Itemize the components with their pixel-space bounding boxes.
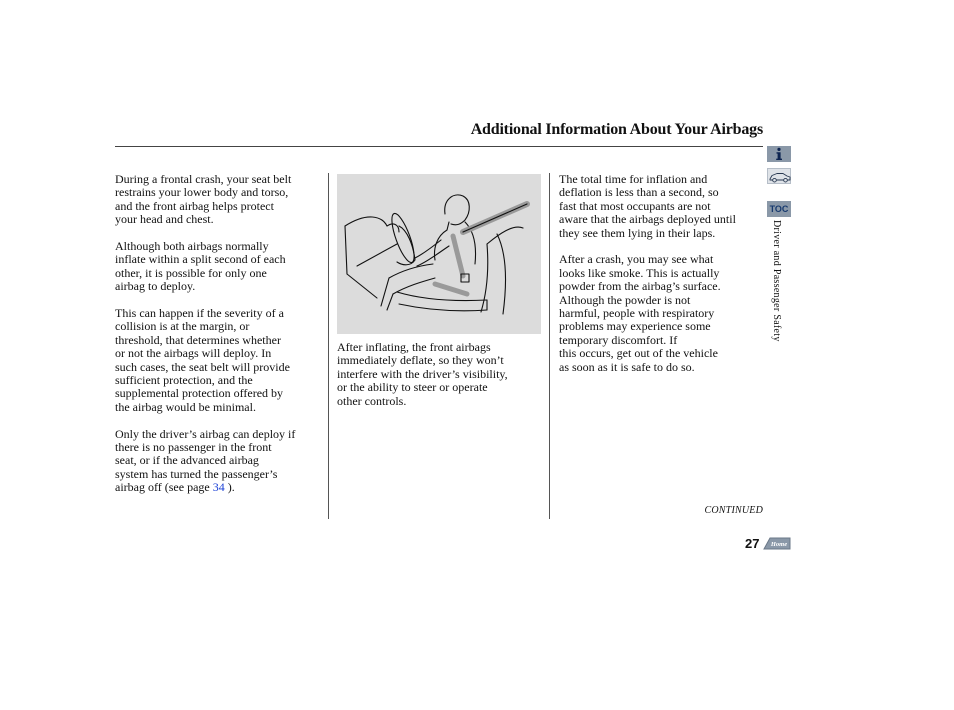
paragraph: After inflating, the front airbags immediately deflate, so they won’t interfere with the driver’s visibility, or the ability to steer or operate other controls. bbox=[337, 340, 508, 408]
paragraph: During a frontal crash, your seat belt restrains your lower body and torso, and the front airbag helps protect your head and chest. bbox=[115, 172, 292, 227]
toc-tab[interactable]: TOC bbox=[767, 201, 791, 217]
paragraph: Although both airbags normally inflate within a split second of each other, it is possible for only one airbag to deploy. bbox=[115, 239, 286, 294]
page-title: Additional Information About Your Airbags bbox=[470, 121, 763, 138]
vehicle-tab[interactable] bbox=[767, 168, 791, 184]
column-3 bbox=[559, 173, 764, 387]
paragraph: After a crash, you may see what looks like smoke. This is actually powder from the airbag’s surface. Although the powder is not harmful, people with respiratory problems may experience some temporary discomfort. If this occurs, get out of the vehicle as soon as it is safe to do so. bbox=[559, 252, 721, 374]
page-34-link[interactable]: 34 bbox=[212, 480, 225, 495]
column-divider bbox=[328, 173, 329, 519]
column-1 bbox=[115, 173, 320, 508]
paragraph-page-reference bbox=[115, 428, 320, 495]
title-rule bbox=[115, 146, 763, 147]
column-divider bbox=[549, 173, 550, 519]
column-2 bbox=[337, 341, 542, 421]
airbag-deflation-illustration bbox=[337, 174, 541, 334]
car-icon bbox=[768, 169, 792, 185]
home-label: Home bbox=[770, 541, 788, 548]
occupant-seat-drawing bbox=[337, 174, 541, 334]
continued-label: CONTINUED bbox=[704, 505, 763, 516]
home-button[interactable] bbox=[763, 536, 791, 550]
paragraph: The total time for inflation and deflation is less than a second, so fast that most occupants are not aware that the airbags deployed until they see them lying in their laps. bbox=[559, 172, 736, 240]
info-tab[interactable] bbox=[767, 146, 791, 162]
page-number: 27 bbox=[745, 536, 760, 551]
paragraph: This can happen if the severity of a collision is at the margin, or threshold, that determines whether or not the airbags will deploy. In such cases, the seat belt will provide sufficient protection, and the supplemental protection offered by the airbag would be minimal. bbox=[115, 306, 290, 414]
paragraph-suffix: ). bbox=[224, 480, 235, 495]
paragraph-text: Only the driver’s airbag can deploy if there is no passenger in the front seat, or if the advanced airbag system has turned the passenger’s airbag off (see page bbox=[115, 426, 296, 495]
section-label: Driver and Passenger Safety bbox=[771, 220, 782, 342]
info-icon bbox=[767, 146, 791, 162]
